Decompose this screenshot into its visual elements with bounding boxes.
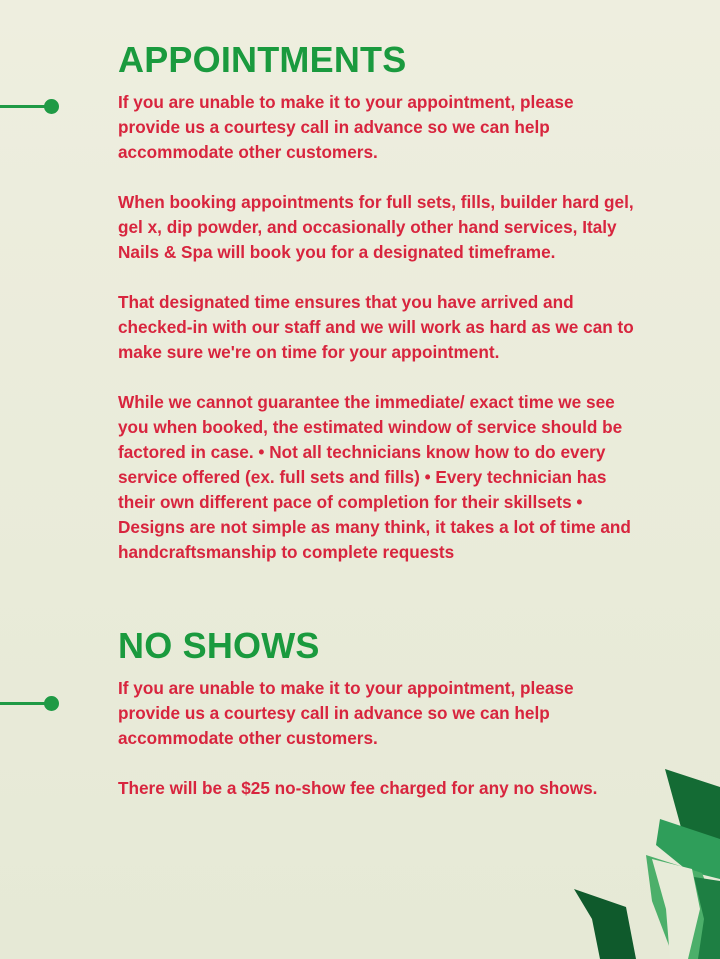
leaf-shape [574, 889, 636, 959]
appointments-paragraph: While we cannot guarantee the immediate/ exact time we see you when booked, the estimated window of service should be factored in case. • Not all technicians know how to do every service offered (ex. full sets and fills) • Every technician has their own different pace of completion for their skillsets • Designs are not simple as many think, it takes a lot of time and handcraftsmanship to complete requests [118, 392, 631, 562]
appointments-section [118, 38, 638, 565]
connector-dot-icon [44, 99, 59, 114]
decorative-leaves-icon [570, 769, 720, 959]
connector-dot-icon [44, 696, 59, 711]
no-shows-section [118, 624, 638, 801]
appointments-paragraph: If you are unable to make it to your appointment, please provide us a courtesy call in advance so we can help accommodate other customers. [118, 92, 574, 162]
appointments-paragraph: When booking appointments for full sets, fills, builder hard gel, gel x, dip powder, and occasionally other hand services, Italy Nails & Spa will book you for a designated timeframe. [118, 192, 634, 262]
appointments-connector-line [0, 105, 52, 108]
appointments-paragraph: That designated time ensures that you have arrived and checked-in with our staff and we will work as hard as we can to make sure we're on time for your appointment. [118, 292, 634, 362]
no-shows-paragraph: There will be a $25 no-show fee charged for any no shows. [118, 778, 598, 798]
no-shows-connector-line [0, 702, 52, 705]
appointments-body [118, 90, 638, 565]
no-shows-heading: NO SHOWS [118, 625, 320, 666]
appointments-heading: APPOINTMENTS [118, 39, 407, 80]
no-shows-paragraph: If you are unable to make it to your appointment, please provide us a courtesy call in advance so we can help accommodate other customers. [118, 678, 574, 748]
no-shows-body [118, 676, 638, 801]
